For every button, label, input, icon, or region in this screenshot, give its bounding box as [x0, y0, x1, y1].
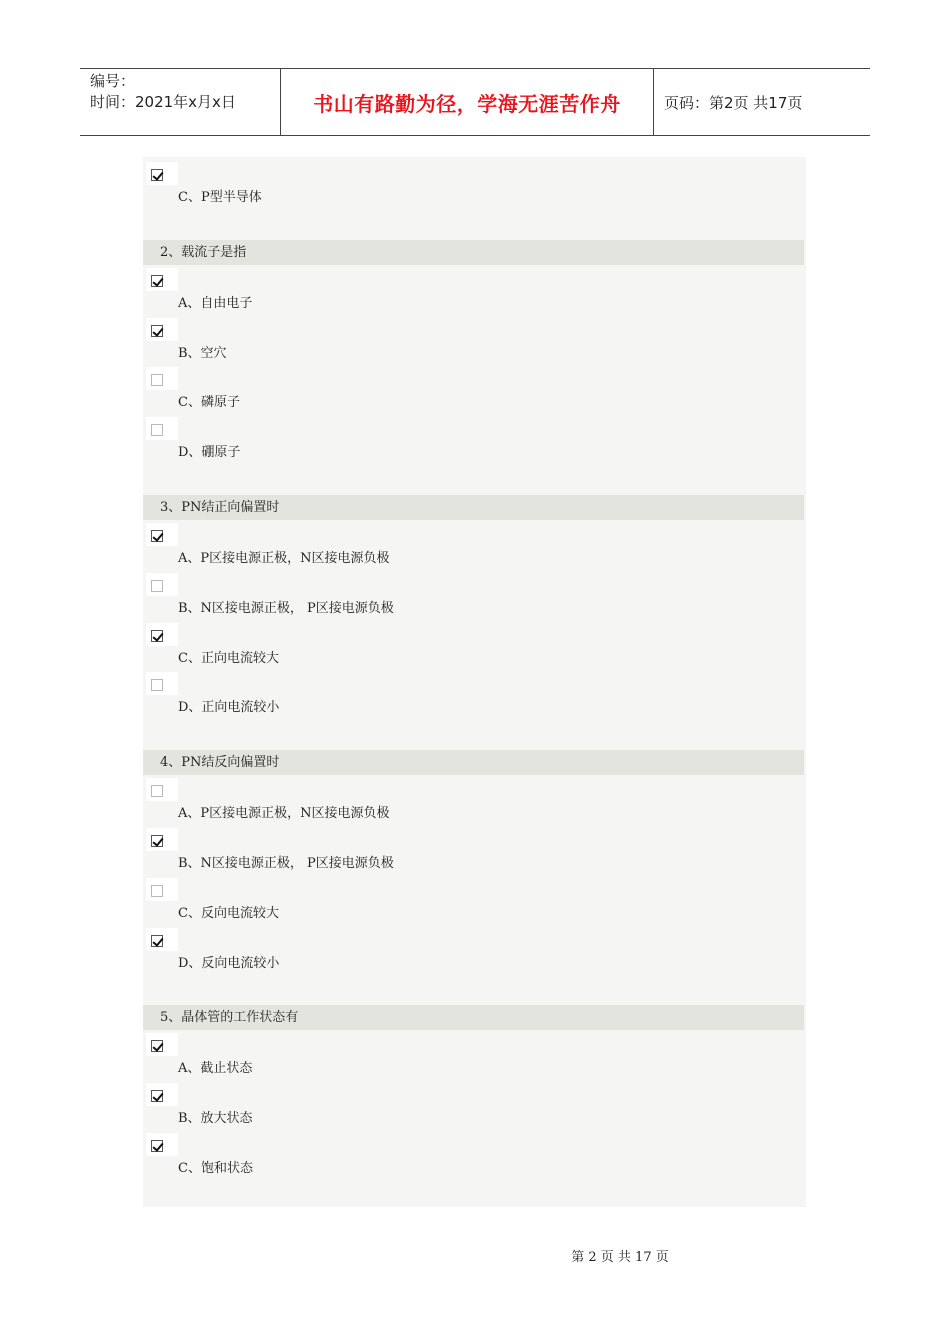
- checkbox-checked[interactable]: [151, 169, 163, 181]
- option-label: A、P区接电源正极，N区接电源负极: [178, 551, 390, 566]
- question-title: 5、晶体管的工作状态有: [143, 1005, 804, 1030]
- option-label: D、反向电流较小: [178, 955, 280, 971]
- header-table: [80, 68, 870, 136]
- answer-option[interactable]: [143, 318, 803, 368]
- answer-option[interactable]: [143, 1033, 803, 1083]
- answer-option[interactable]: [143, 828, 803, 878]
- answer-option[interactable]: [143, 1083, 803, 1133]
- option-label: C、P型半导体: [178, 190, 262, 205]
- checkbox-checked[interactable]: [151, 530, 163, 542]
- answer-option[interactable]: [143, 367, 803, 417]
- option-label: C、饱和状态: [178, 1161, 253, 1176]
- checkbox-checked[interactable]: [151, 1040, 163, 1052]
- checkbox-cell: [146, 1133, 178, 1156]
- header-meta: [80, 69, 281, 135]
- checkbox-checked[interactable]: [151, 1090, 163, 1102]
- time-label: 时间：2021年x月x日: [90, 93, 236, 111]
- checkbox-unchecked[interactable]: [151, 424, 163, 436]
- option-label: C、正向电流较大: [178, 650, 279, 666]
- checkbox-cell: [146, 318, 178, 341]
- checkbox-checked[interactable]: [151, 275, 163, 287]
- checkbox-checked[interactable]: [151, 630, 163, 642]
- checkbox-unchecked[interactable]: [151, 885, 163, 897]
- question-title: 4、PN结反向偏置时: [143, 750, 804, 775]
- option-label: D、正向电流较小: [178, 700, 280, 716]
- answer-option[interactable]: [143, 417, 803, 467]
- header-motto-cell: [281, 69, 654, 135]
- checkbox-cell: [146, 778, 178, 801]
- checkbox-unchecked[interactable]: [151, 785, 163, 797]
- checkbox-checked[interactable]: [151, 835, 163, 847]
- header-page-cell: [654, 69, 870, 135]
- checkbox-cell: [146, 1083, 178, 1106]
- answer-option[interactable]: [143, 672, 803, 722]
- answer-option[interactable]: [143, 1133, 803, 1183]
- option-label: A、P区接电源正极，N区接电源负极: [178, 806, 390, 822]
- number-label: 编号：: [90, 72, 136, 90]
- answer-option[interactable]: [143, 623, 803, 673]
- answer-option[interactable]: [143, 268, 803, 318]
- checkbox-cell: [146, 162, 178, 185]
- checkbox-cell: [146, 417, 178, 440]
- checkbox-cell: [146, 623, 178, 646]
- option-label: D、硼原子: [178, 445, 241, 461]
- checkbox-cell: [146, 573, 178, 596]
- answer-option[interactable]: [143, 878, 803, 928]
- option-label: A、截止状态: [178, 1061, 253, 1077]
- checkbox-cell: [146, 367, 178, 390]
- answer-option[interactable]: [143, 523, 803, 573]
- question-title: 2、载流子是指: [143, 240, 804, 265]
- checkbox-checked[interactable]: [151, 935, 163, 947]
- checkbox-cell: [146, 828, 178, 851]
- option-label: B、N区接电源正极， P区接电源负极: [178, 600, 394, 616]
- checkbox-unchecked[interactable]: [151, 580, 163, 592]
- checkbox-cell: [146, 672, 178, 695]
- answer-option[interactable]: [143, 928, 803, 978]
- option-label: A、自由电子: [178, 295, 253, 311]
- option-label: C、反向电流较大: [178, 905, 279, 921]
- checkbox-cell: [146, 1033, 178, 1056]
- answer-option[interactable]: [143, 162, 803, 212]
- motto: 书山有路勤为径，学海无涯苦作舟: [313, 91, 621, 116]
- checkbox-cell: [146, 878, 178, 901]
- checkbox-cell: [146, 928, 178, 951]
- checkbox-unchecked[interactable]: [151, 374, 163, 386]
- option-label: B、N区接电源正极， P区接电源负极: [178, 856, 394, 871]
- page-label: 页码：第2页 共17页: [664, 93, 803, 112]
- answer-option[interactable]: [143, 778, 803, 828]
- footer-text: 第 2 页 共 17 页: [571, 1250, 669, 1265]
- checkbox-checked[interactable]: [151, 1140, 163, 1152]
- option-label: C、磷原子: [178, 395, 240, 411]
- option-label: B、空穴: [178, 345, 227, 361]
- page-footer: [0, 1246, 950, 1265]
- answer-option[interactable]: [143, 573, 803, 623]
- checkbox-cell: [146, 268, 178, 291]
- checkbox-cell: [146, 523, 178, 546]
- option-label: B、放大状态: [178, 1111, 253, 1127]
- checkbox-unchecked[interactable]: [151, 679, 163, 691]
- quiz-panel: [143, 157, 806, 1207]
- question-title: 3、PN结正向偏置时: [143, 495, 804, 520]
- checkbox-checked[interactable]: [151, 325, 163, 337]
